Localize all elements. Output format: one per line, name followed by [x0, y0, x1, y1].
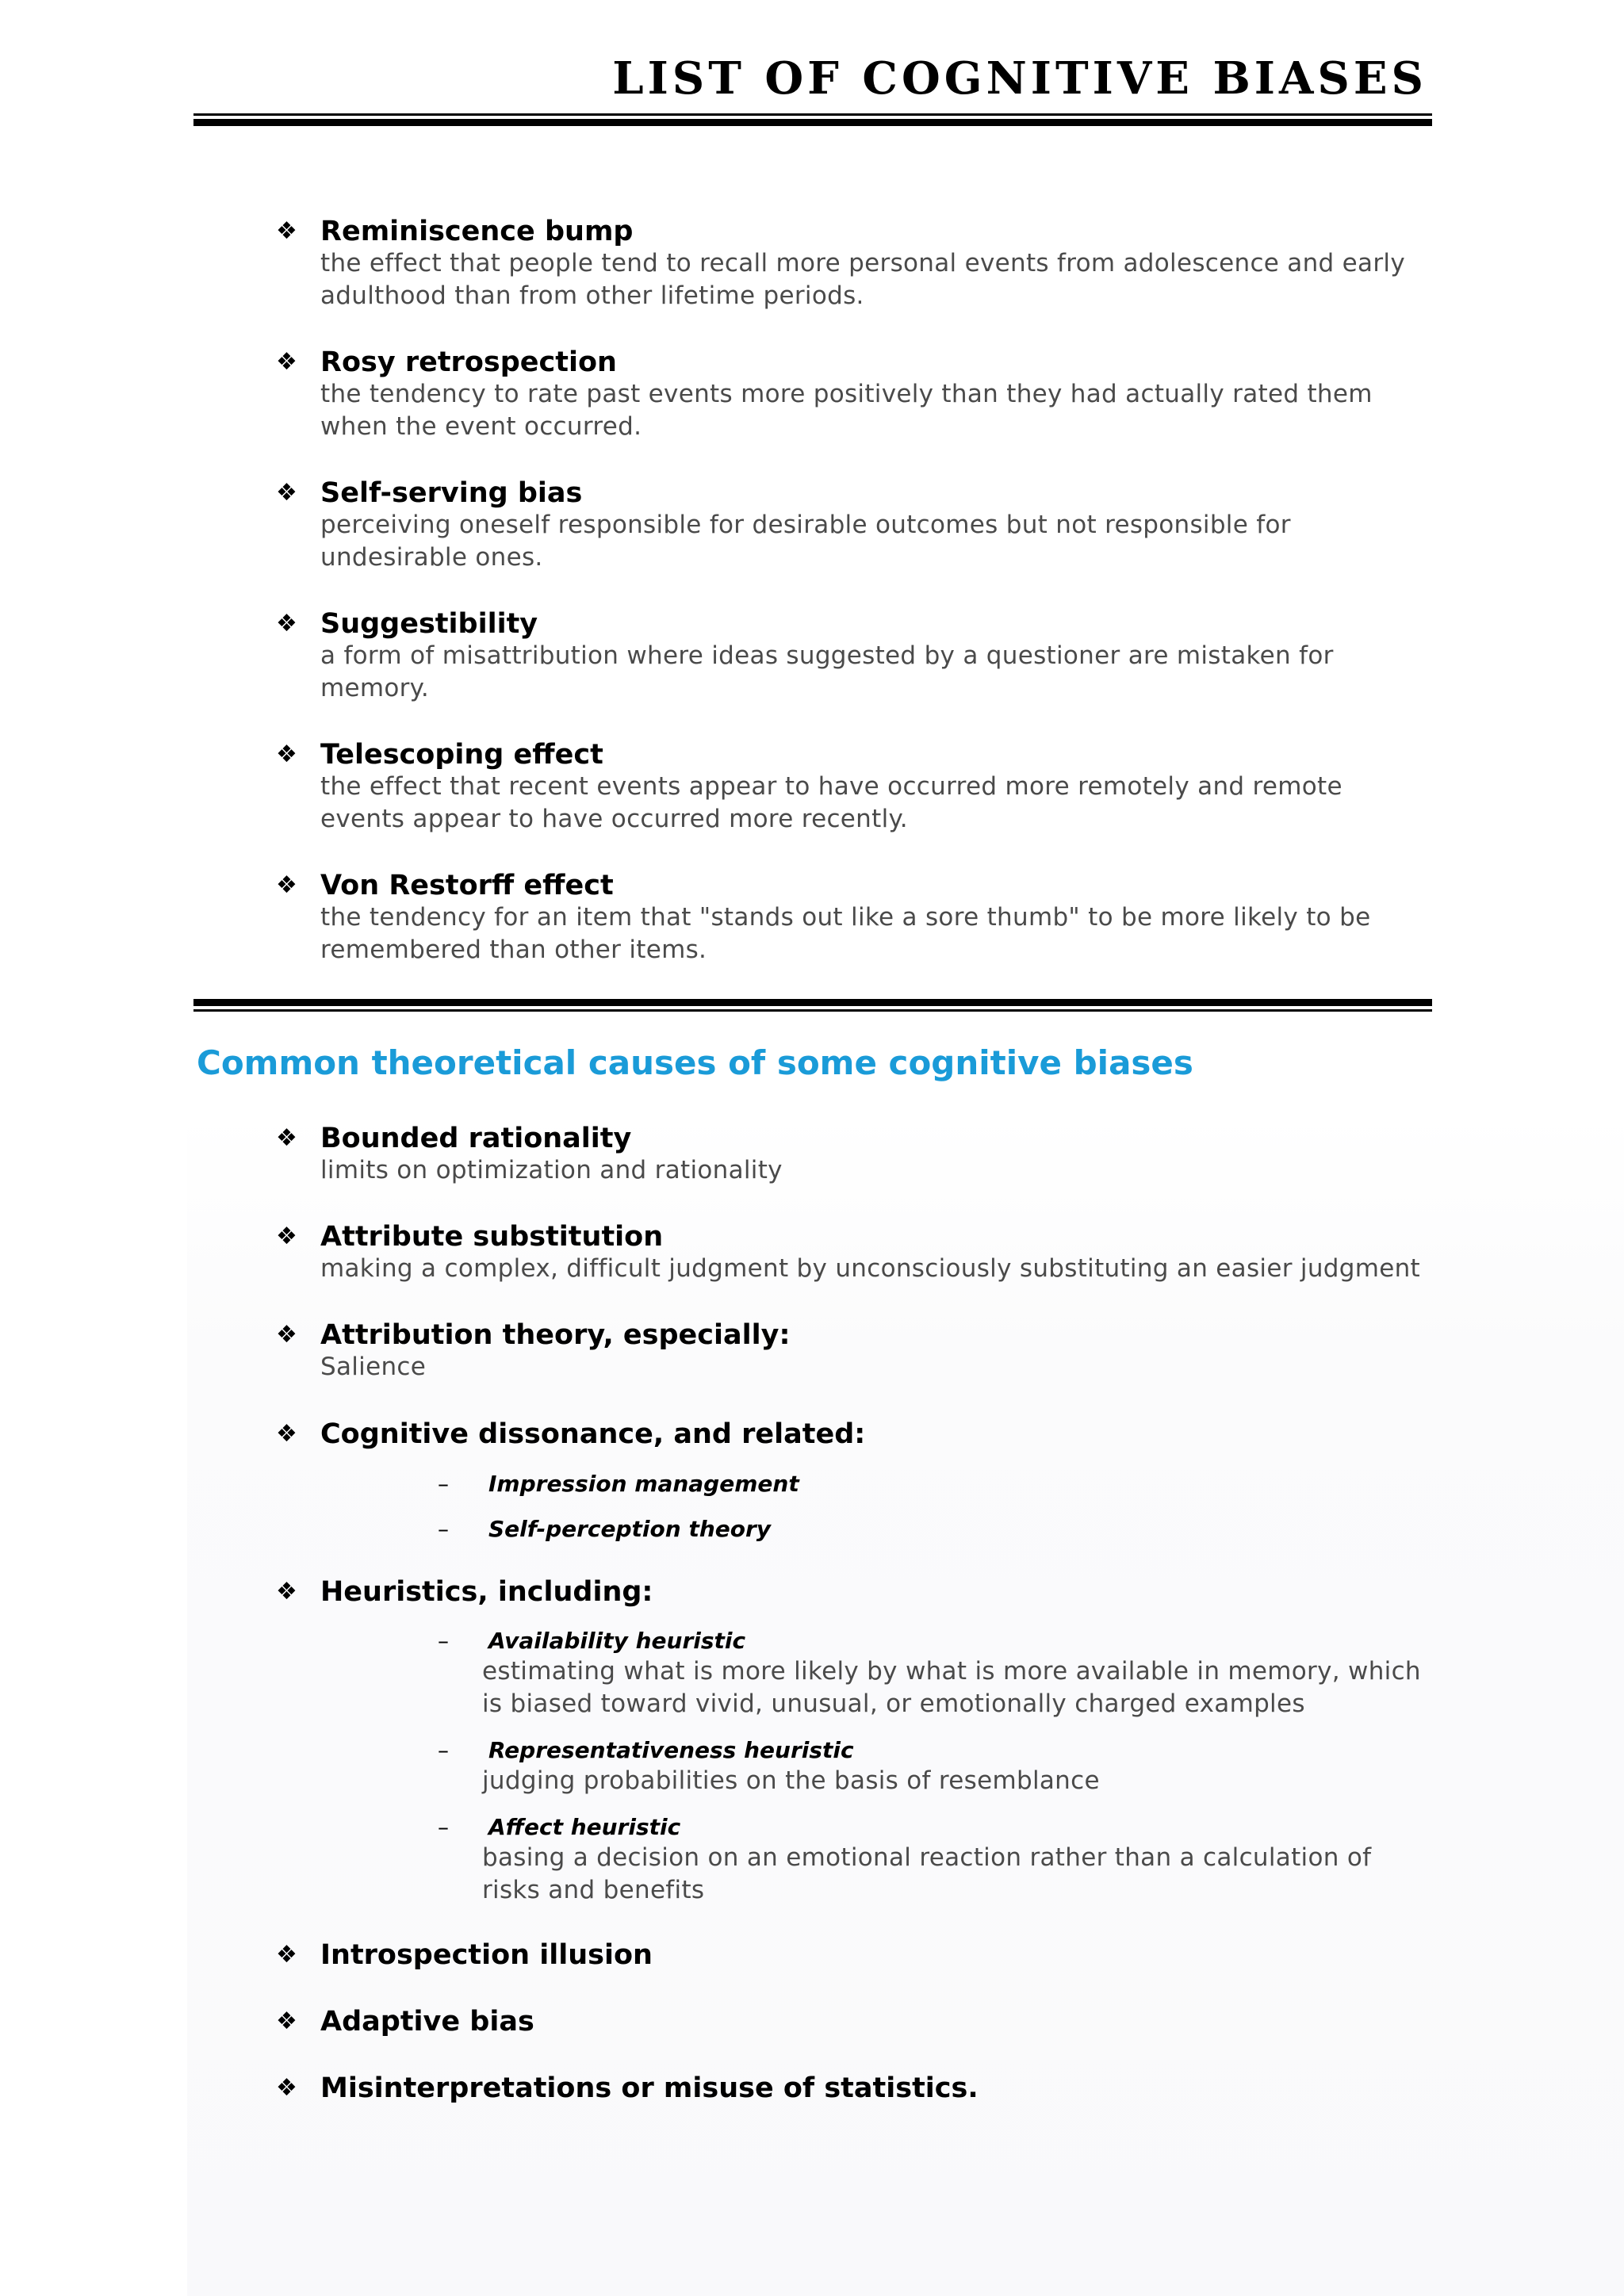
sub-list-item — [438, 1470, 1429, 1498]
bias-term: Suggestibility — [320, 608, 538, 640]
dash-bullet-icon: – — [438, 1737, 449, 1763]
list-item — [276, 1123, 1434, 1187]
cause-description: limits on optimization and rationality — [320, 1156, 783, 1184]
cause-description: making a complex, difficult judgment by unconsciously substituting an easier judgment — [320, 1254, 1421, 1283]
diamond-bullet-icon: ❖ — [276, 2007, 297, 2035]
list-item — [276, 1221, 1434, 1285]
diamond-bullet-icon: ❖ — [276, 479, 297, 507]
header-divider — [193, 113, 1432, 126]
diamond-bullet-icon: ❖ — [276, 1321, 297, 1349]
cause-term: Heuristics, including: — [320, 1576, 653, 1608]
diamond-bullet-icon: ❖ — [276, 1420, 297, 1448]
sub-term: Affect heuristic — [488, 1814, 681, 1840]
dash-bullet-icon: – — [438, 1814, 449, 1840]
bias-term: Reminiscence bump — [320, 216, 634, 247]
sub-list-item — [438, 1627, 1429, 1720]
list-item — [276, 346, 1434, 443]
cause-description: Salience — [320, 1353, 427, 1381]
list-item — [276, 1576, 1434, 1608]
sub-description: judging probabilities on the basis of resemblance — [482, 1766, 1100, 1795]
list-item — [276, 608, 1434, 705]
dash-bullet-icon: – — [438, 1628, 449, 1654]
diamond-bullet-icon: ❖ — [276, 348, 297, 376]
section-divider — [193, 999, 1432, 1012]
cause-term: Attribute substitution — [320, 1221, 664, 1253]
page-header-title: LIST OF COGNITIVE BIASES — [612, 52, 1427, 105]
sub-description: basing a decision on an emotional reaction rather than a calculation of risks and benefits — [482, 1843, 1372, 1904]
sub-term: Impression management — [488, 1471, 799, 1497]
cause-term: Introspection illusion — [320, 1939, 653, 1971]
bias-term: Self-serving bias — [320, 477, 583, 509]
diamond-bullet-icon: ❖ — [276, 1124, 297, 1152]
diamond-bullet-icon: ❖ — [276, 1223, 297, 1250]
bias-term: Telescoping effect — [320, 739, 603, 771]
list-item — [276, 1418, 1434, 1450]
list-item — [276, 870, 1434, 966]
sub-term: Self-perception theory — [488, 1516, 772, 1542]
diamond-bullet-icon: ❖ — [276, 1941, 297, 1969]
list-item — [276, 477, 1434, 574]
diamond-bullet-icon: ❖ — [276, 217, 297, 245]
sub-list-item — [438, 1515, 1429, 1544]
dash-bullet-icon: – — [438, 1471, 449, 1497]
list-item — [276, 2006, 1434, 2038]
bias-term: Rosy retrospection — [320, 346, 617, 378]
list-item — [276, 1939, 1434, 1971]
diamond-bullet-icon: ❖ — [276, 610, 297, 637]
bias-description: perceiving oneself responsible for desirable outcomes but not responsible for undesirable ones. — [320, 511, 1291, 572]
list-item — [276, 216, 1434, 312]
sub-list-item — [438, 1736, 1429, 1797]
bias-description: the effect that recent events appear to have occurred more remotely and remote events appear to have occurred more recently. — [320, 772, 1342, 833]
diamond-bullet-icon: ❖ — [276, 2074, 297, 2102]
diamond-bullet-icon: ❖ — [276, 740, 297, 768]
cause-term: Cognitive dissonance, and related: — [320, 1418, 866, 1450]
sub-description: estimating what is more likely by what is more available in memory, which is biased toward vivid, unusual, or emotionally charged examples — [482, 1657, 1421, 1718]
sub-list-item — [438, 1813, 1429, 1907]
list-item — [276, 2072, 1434, 2104]
section-heading: Common theoretical causes of some cognitive biases — [197, 1043, 1193, 1082]
diamond-bullet-icon: ❖ — [276, 1578, 297, 1605]
sub-term: Representativeness heuristic — [488, 1737, 854, 1763]
bias-description: the tendency to rate past events more positively than they had actually rated them when the event occurred. — [320, 380, 1373, 441]
bias-term: Von Restorff effect — [320, 870, 614, 901]
sub-term: Availability heuristic — [488, 1628, 746, 1654]
bias-description: the effect that people tend to recall more personal events from adolescence and early adulthood than from other lifetime periods. — [320, 249, 1405, 310]
bias-description: a form of misattribution where ideas suggested by a questioner are mistaken for memory. — [320, 641, 1334, 702]
list-item — [276, 1319, 1434, 1383]
cause-term: Misinterpretations or misuse of statistics. — [320, 2072, 979, 2104]
cause-term: Bounded rationality — [320, 1123, 632, 1154]
cause-term: Adaptive bias — [320, 2006, 534, 2038]
bias-description: the tendency for an item that "stands out like a sore thumb" to be more likely to be remembered than other items. — [320, 903, 1371, 964]
cause-term: Attribution theory, especially: — [320, 1319, 791, 1351]
diamond-bullet-icon: ❖ — [276, 871, 297, 899]
list-item — [276, 739, 1434, 836]
dash-bullet-icon: – — [438, 1516, 449, 1542]
